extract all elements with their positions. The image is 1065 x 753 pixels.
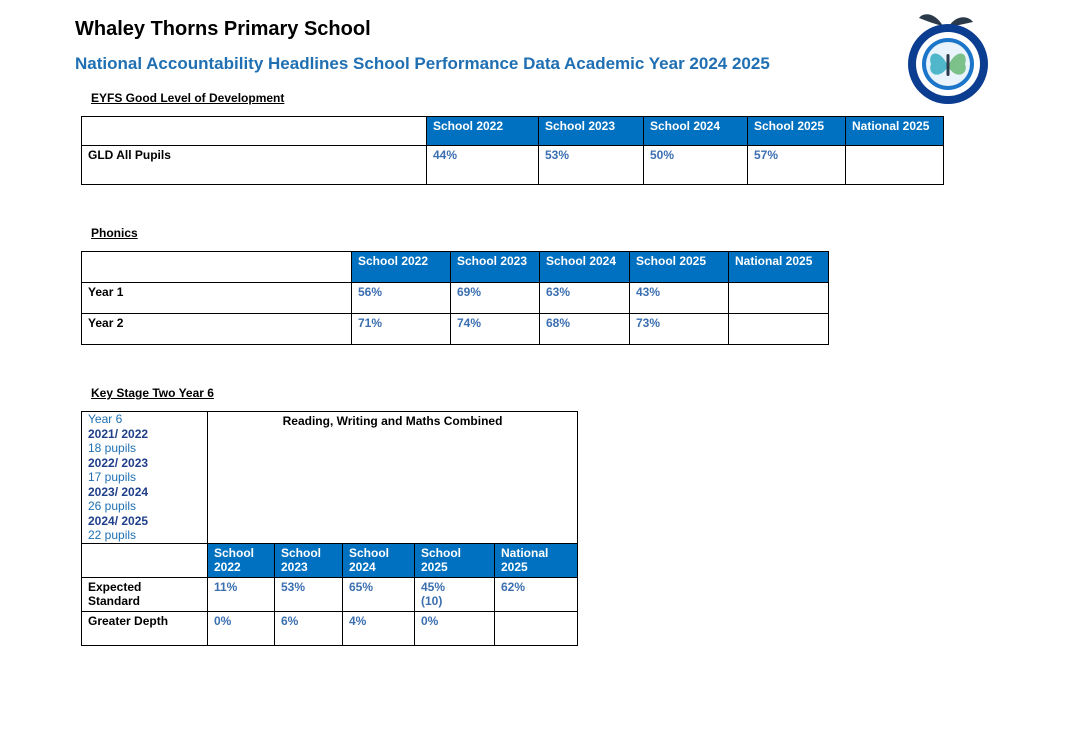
cohort-pupils: 17 pupils [88, 470, 137, 484]
ks2-heading: Key Stage Two Year 6 [91, 386, 214, 400]
row-label: Greater Depth [82, 612, 208, 646]
eyfs-corner-cell [82, 117, 427, 146]
ks2-col-header: School 2022 [208, 544, 275, 578]
row-label: Year 1 [82, 283, 352, 314]
value-cell: 11% [208, 578, 275, 612]
phonics-col-header: School 2023 [451, 252, 540, 283]
cohort-year: 2023/ 2024 [88, 484, 149, 499]
page-subtitle: National Accountability Headlines School Performance Data Academic Year 2024 2025 [75, 54, 770, 73]
cohort-pupils: 18 pupils [88, 441, 137, 455]
combined-label: Reading, Writing and Maths Combined [208, 412, 578, 544]
ks2-col-header: School 2025 [415, 544, 495, 578]
phonics-corner-cell [82, 252, 352, 283]
ks2-corner-cell [82, 544, 208, 578]
cohort-pupils: 26 pupils [88, 499, 137, 513]
cohort-year: 2024/ 2025 [88, 513, 149, 528]
phonics-header-row [82, 252, 829, 283]
phonics-col-header: School 2022 [352, 252, 451, 283]
phonics-heading: Phonics [91, 226, 138, 240]
value-cell: 68% [540, 314, 630, 345]
value-cell: 57% [748, 146, 846, 185]
ks2-top-row [82, 412, 578, 544]
eyfs-col-header: School 2025 [748, 117, 846, 146]
value-cell: 0% [208, 612, 275, 646]
cohort-year: 2022/ 2023 [88, 455, 149, 470]
cohort-year: 2021/ 2022 [88, 426, 149, 441]
value-cell: 44% [427, 146, 539, 185]
table-row [82, 146, 944, 185]
table-row [82, 612, 578, 646]
phonics-col-header: National 2025 [729, 252, 829, 283]
school-name: Whaley Thorns Primary School [75, 18, 371, 40]
table-row [82, 578, 578, 612]
value-cell: 73% [630, 314, 729, 345]
value-cell [495, 612, 578, 646]
cohort-title: Year 6 [88, 412, 123, 426]
value-cell [729, 314, 829, 345]
eyfs-col-header: School 2024 [644, 117, 748, 146]
eyfs-heading: EYFS Good Level of Development [91, 91, 285, 105]
phonics-col-header: School 2024 [540, 252, 630, 283]
eyfs-col-header: National 2025 [846, 117, 944, 146]
table-row [82, 314, 829, 345]
value-cell: 45% (10) [415, 578, 495, 612]
eyfs-header-row [82, 117, 944, 146]
row-label: GLD All Pupils [82, 146, 427, 185]
ks2-col-header: School 2024 [343, 544, 415, 578]
value-cell: 53% [275, 578, 343, 612]
value-cell: 43% [630, 283, 729, 314]
row-label: Expected Standard [82, 578, 208, 612]
ks2-cohort-list [82, 412, 208, 544]
eyfs-col-header: School 2023 [539, 117, 644, 146]
value-cell: 53% [539, 146, 644, 185]
value-cell [729, 283, 829, 314]
value-cell: 50% [644, 146, 748, 185]
table-row [82, 283, 829, 314]
row-label: Year 2 [82, 314, 352, 345]
value-cell: 65% [343, 578, 415, 612]
value-cell: 56% [352, 283, 451, 314]
value-cell: 69% [451, 283, 540, 314]
value-cell: 71% [352, 314, 451, 345]
ks2-col-header: School 2023 [275, 544, 343, 578]
ks2-col-header: National 2025 [495, 544, 578, 578]
value-cell: 4% [343, 612, 415, 646]
phonics-table [81, 251, 829, 345]
value-cell: 0% [415, 612, 495, 646]
school-logo-icon [905, 8, 991, 106]
eyfs-table [81, 116, 944, 185]
eyfs-col-header: School 2022 [427, 117, 539, 146]
cohort-pupils: 22 pupils [88, 528, 137, 542]
ks2-header-row [82, 544, 578, 578]
value-cell [846, 146, 944, 185]
value-cell: 63% [540, 283, 630, 314]
value-cell: 62% [495, 578, 578, 612]
value-cell: 74% [451, 314, 540, 345]
phonics-col-header: School 2025 [630, 252, 729, 283]
value-cell: 6% [275, 612, 343, 646]
ks2-table [81, 411, 578, 646]
